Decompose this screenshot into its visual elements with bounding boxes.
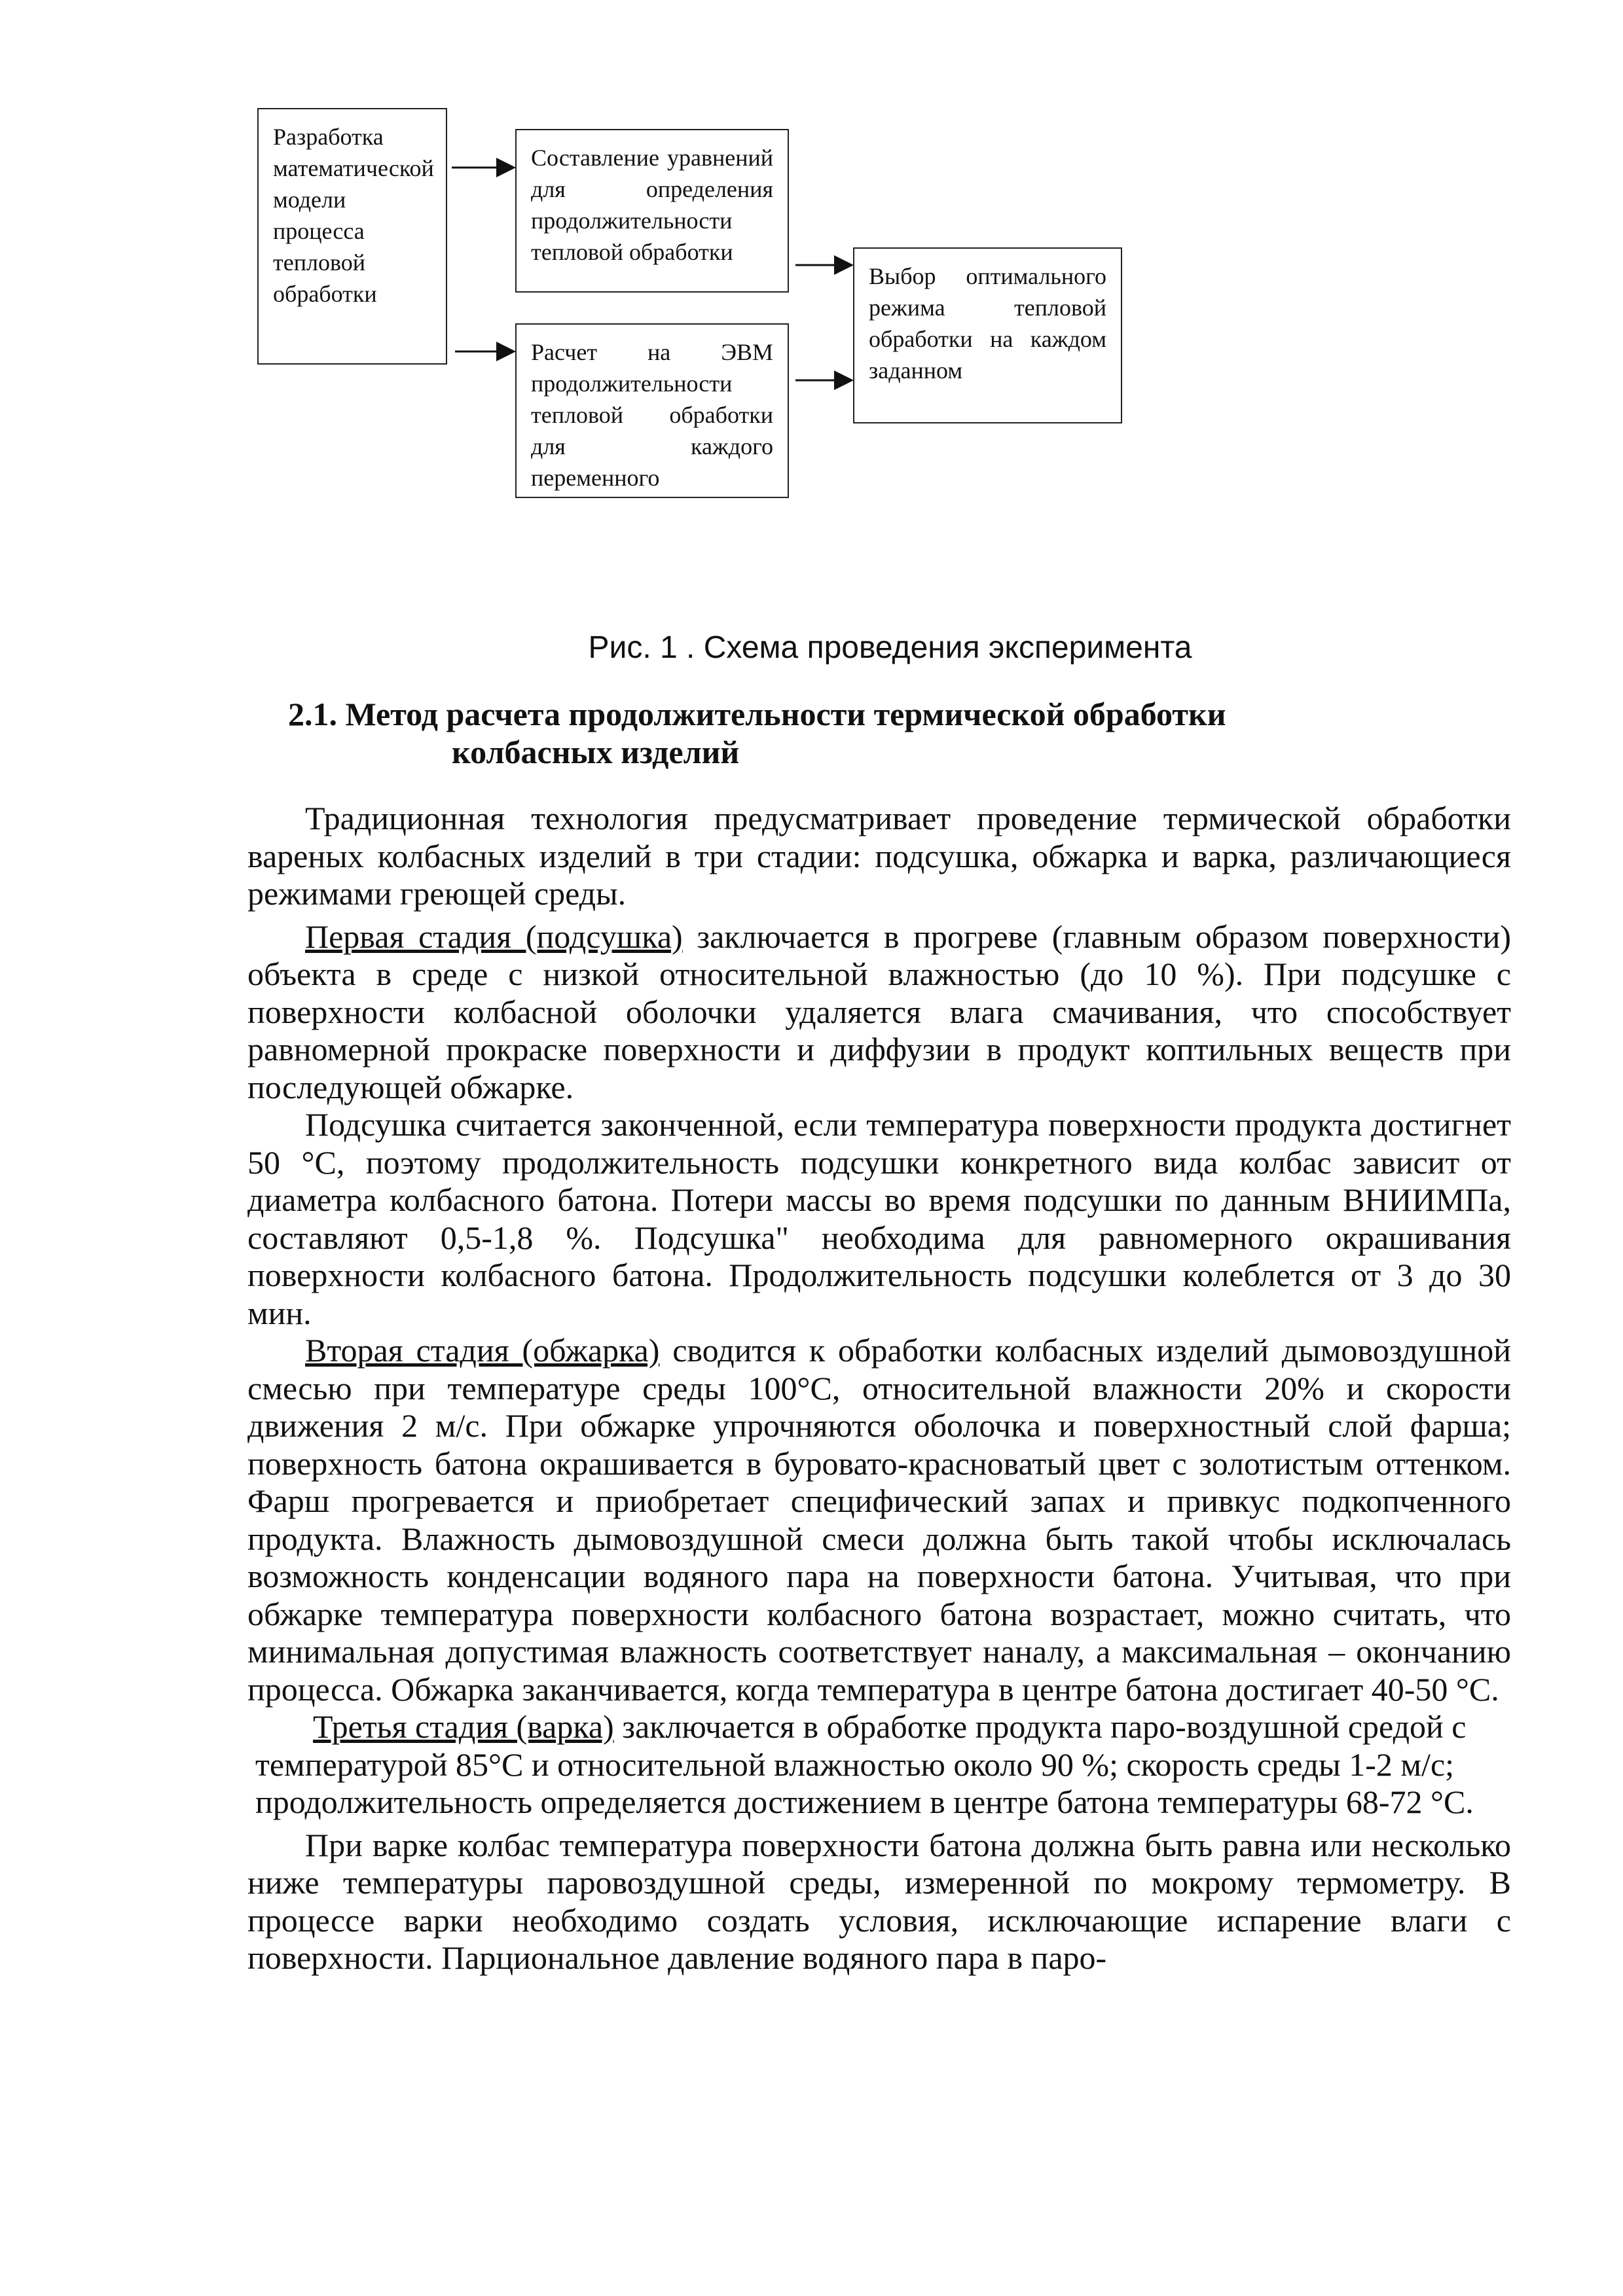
paragraph-intro: Традиционная технология предусматривает проведение термической обработки вареных колбасных изделий в три стадии: подсушка, обжарка и варка, различающиеся режимами греющей среды.: [247, 800, 1511, 912]
diagram-box-calc: [515, 323, 789, 498]
paragraph-drying-end: Подсушка считается законченной, если температура поверхности продукта достигнет 50 °С, поэтому продолжительность подсушки конкретного вида колбас зависит от диаметра колбасного батона. Потери массы во время подсушки по данным ВНИИМПа, составляют 0,5-1,8 %. Подсушка" необходима для равномерного окрашивания поверхности колбасного батона. Продолжительность подсушки колеблется от 3 до 30 мин.: [247, 1106, 1511, 1331]
diagram-box-model: [257, 108, 447, 365]
box-model-text: Разработка математической модели процесса тепловой обработки: [273, 124, 434, 307]
paragraph-cooking: При варке колбас температура поверхности батона должна быть равна или несколько ниже температуры паровоздушной среды, измеренной по мокрому термометру. В процессе варки необходимо создать условия, исключающие испарение влаги с поверхности. Парциональное давление водяного пара в паро-: [247, 1826, 1511, 1976]
box-equations-text: Составление уравнений для определения продолжительности тепловой обработки: [531, 145, 773, 265]
stage3-label: Третья стадия (варка): [313, 1708, 614, 1745]
paragraph-stage3: [247, 1708, 1511, 1821]
stage2-label: Вторая стадия (обжарка): [305, 1332, 660, 1369]
stage3-text: заключается в обработке продукта паро-воздушной средой с температурой 85°С и относительной влажностью около 90 %; скорость среды 1-2 м/с; продолжительность определяется достижением в центре батона температуры 68-72 °С.: [255, 1708, 1474, 1820]
stage2-text: сводится к обработки колбасных изделий дымовоздушной смесью при температуре среды 100°С, относительной влажности 20% и скорости движения 2 м/с. При обжарке упрочняются оболочка и поверхностный слой фарша; поверхность батона окрашивается в буровато-красноватый цвет с золотистым оттенком. Фарш прогревается и приобретает специфический запах и привкус подкопченного продукта. Влажность дымовоздушной смеси должна быть такой чтобы исключалась возможность конденсации водяного пара на поверхности батона. Учитывая, что при обжарке температура поверхности колбасного батона возрастает, можно считать, что минимальная допустимая влажность соответствует наналу, а максимальная – окончанию процесса. Обжарка заканчивается, когда температура в центре батона достигает 40-50 °С.: [247, 1332, 1511, 1708]
paragraph-stage2: [247, 1332, 1511, 1708]
body-text: [247, 800, 1511, 1977]
section-heading-line1: 2.1. Метод расчета продолжительности термической обработки: [288, 696, 1226, 732]
section-heading-line2: колбасных изделий: [452, 734, 740, 770]
box-choice-text: Выбор оптимального режима тепловой обработки на каждом заданном: [869, 263, 1106, 384]
diagram-box-choice: [853, 247, 1122, 423]
diagram-arrows: [0, 0, 1623, 589]
figure-caption: Рис. 1 . Схема проведения эксперимента: [588, 630, 1192, 665]
stage1-text: заключается в прогреве (главным образом поверхности) объекта в среде с низкой относительной влажностью (до 10 %). При подсушке с поверхности колбасной оболочки удаляется влага смачивания, что способствует равномерной прокраске поверхности и диффузии в продукт коптильных веществ при последующей обжарке.: [247, 918, 1511, 1105]
box-calc-text: Расчет на ЭВМ продолжительности тепловой обработки для каждого переменного: [531, 339, 773, 491]
section-heading: [288, 695, 1401, 771]
paragraph-stage1: [247, 918, 1511, 1107]
diagram-box-equations: [515, 129, 789, 293]
stage1-label: Первая стадия (подсушка): [305, 918, 683, 955]
